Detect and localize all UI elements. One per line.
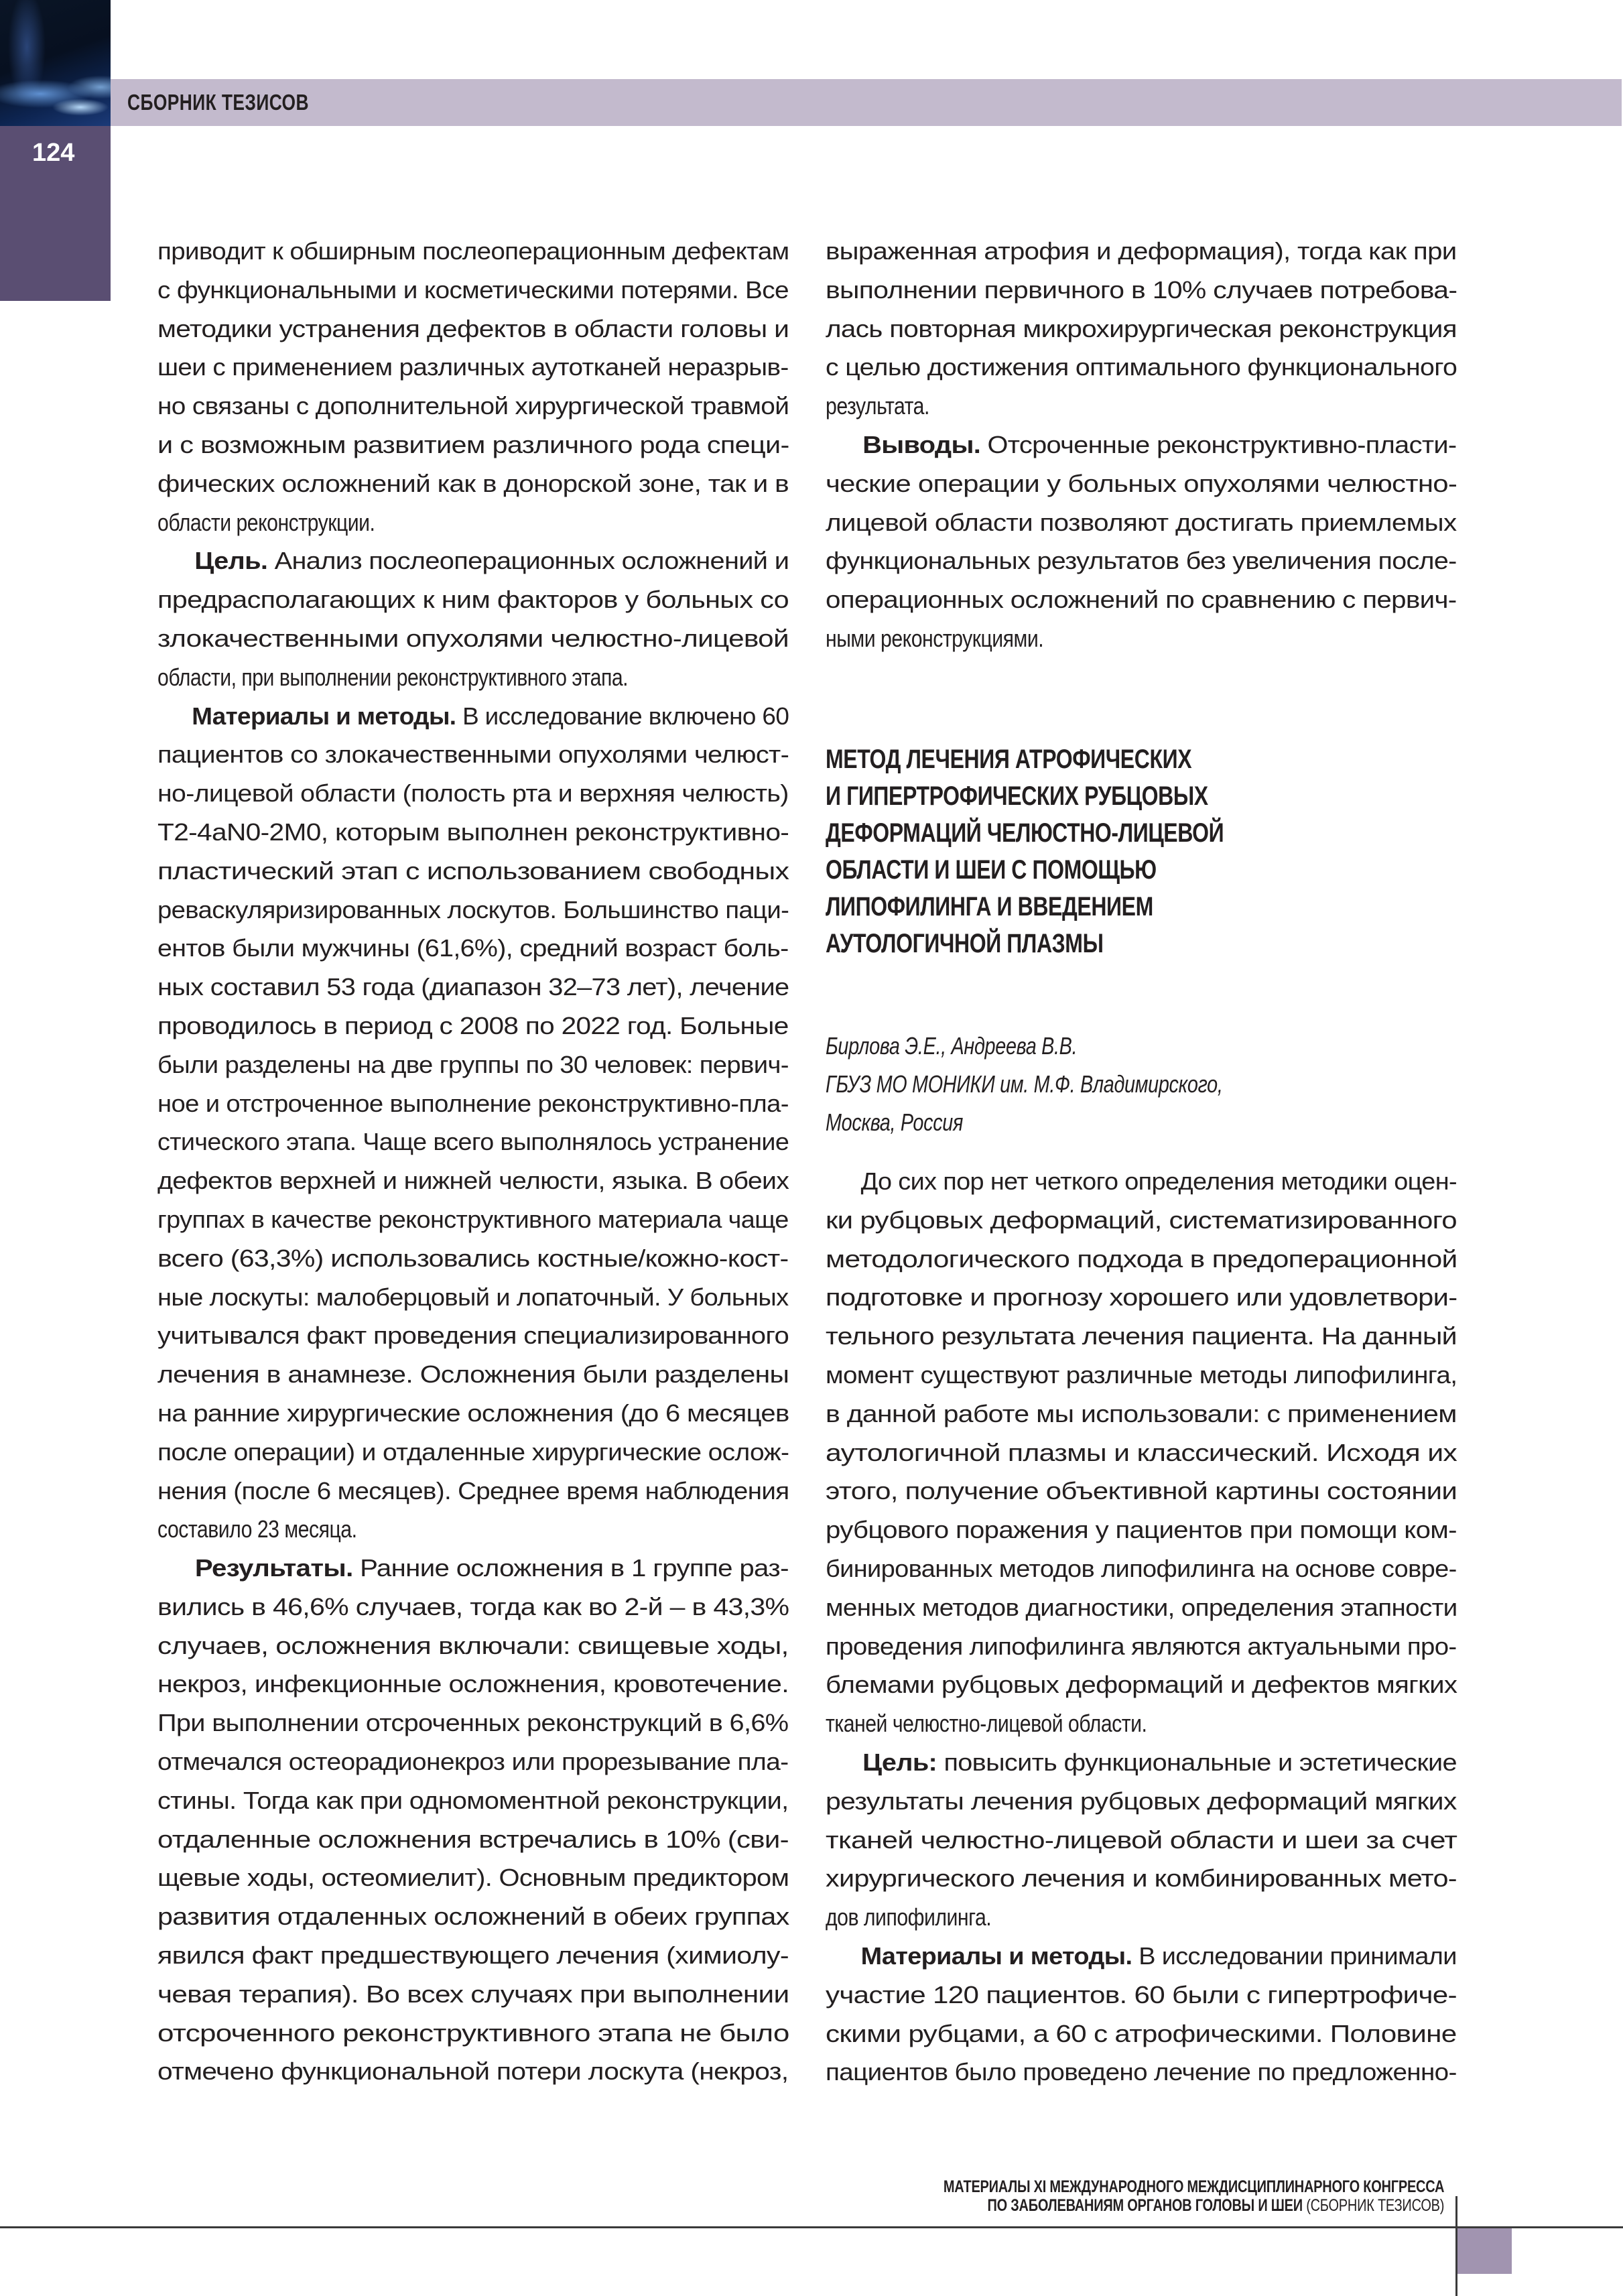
line-text: явился факт предшествующего лечения (химиолу- [157,1941,789,1970]
article-title-line: АУТОЛОГИЧНОЙ ПЛАЗМЫ [826,929,1104,958]
text-line [157,1665,789,1704]
text-line [157,1510,356,1549]
text-line [157,503,375,542]
line-text: методики устранения дефектов в области головы и [157,314,789,342]
line-text: скими рубцами, а 60 с атрофическими. Половине [826,2019,1457,2047]
footer-line-2-light: (СБОРНИК ТЕЗИСОВ) [1302,2196,1444,2215]
line-text: шеи с применением различных аутотканей неразрыв- [157,353,789,381]
text-line [157,1472,789,1511]
left-column [157,232,789,2091]
text-line [157,2014,789,2053]
line-text: с функциональными и косметическими потерями. Все [157,275,789,304]
line-text: блемами рубцовых деформаций и дефектов мягких [826,1671,1457,1699]
text-line [826,1782,1457,1821]
text-line [826,1859,1457,1898]
text-line [157,1200,789,1239]
line-text: ное и отстроченное выполнение реконструктивно-пла- [157,1089,789,1117]
paragraph-label: Материалы и методы. [192,702,456,730]
line-text: отдаленные осложнения встречались в 10% (сви- [157,1825,789,1853]
text-line [157,1355,789,1394]
article-body [826,1162,1457,2092]
text-line [826,1588,1457,1627]
location: Москва, Россия [826,1108,964,1136]
text-line [157,735,789,774]
text-line [826,1395,1457,1433]
line-text: были разделены на две группы по 30 человек: первич- [157,1050,789,1078]
line-text: ные лоскуты: малоберцовый и лопаточный. У больных [157,1283,789,1311]
line-text: с целью достижения оптимального функционального [826,353,1457,381]
text-line [157,1239,789,1278]
footer-line-2-bold: ПО ЗАБОЛЕВАНИЯМ ОРГАНОВ ГОЛОВЫ И ШЕИ [987,2196,1303,2215]
line-text: приводит к обширным послеоперационным дефектам [157,237,789,265]
text-line [826,580,1457,619]
article-title-line: ДЕФОРМАЦИЙ ЧЕЛЮСТНО-ЛИЦЕВОЙ [826,818,1224,848]
article-title-line: ЛИПОФИЛИНГА И ВВЕДЕНИЕМ [826,892,1153,921]
line-text: При выполнении отсроченных реконструкций в 6,6% [157,1709,789,1737]
line-text: случаев, осложнения включали: свищевые ходы, [157,1631,789,1659]
line-text: отмечался остеорадионекроз или прорезывание пла- [157,1748,789,1776]
text-line [826,387,929,426]
line-text: дефектов верхней и нижней челюсти, языка. В обеих [157,1167,789,1195]
article-authors-block [826,1027,1455,1141]
text-line [157,464,789,503]
text-line [157,387,789,426]
text-line [826,1201,1457,1240]
text-line [826,2053,1457,2092]
line-text: некроз, инфекционные осложнения, кровотечение. [157,1670,789,1698]
line-text: учитывался факт проведения специализированного [157,1322,789,1350]
line-text: проведения липофилинга являются актуальными про- [826,1632,1457,1660]
line-text: области реконструкции. [157,508,375,536]
text-line [826,310,1457,348]
line-text: результаты лечения рубцовых деформаций мягких [826,1787,1457,1815]
article-title-line: ОБЛАСТИ И ШЕИ С ПОМОЩЬЮ [826,855,1157,885]
text-line [826,1549,1457,1588]
text-line [157,1936,789,1975]
text-line [157,1897,789,1936]
line-text: рубцового поражения у пациентов при помощи ком- [826,1516,1457,1544]
text-line [826,426,1457,464]
text-line [826,503,1457,542]
text-line [157,541,789,580]
line-text: всего (63,3%) использовались костные/кожно-кост- [157,1244,789,1272]
text-line [826,1627,1457,1666]
text-line [157,426,789,464]
text-line [826,1317,1457,1356]
text-line [826,2015,1457,2053]
paragraph-label: Материалы и методы. [860,1941,1132,1970]
text-line [157,1588,789,1627]
line-text: составило 23 месяца. [157,1515,357,1543]
article-title-line: И ГИПЕРТРОФИЧЕСКИХ РУБЦОВЫХ [826,781,1208,811]
text-line [157,1278,789,1317]
text-line [157,929,789,968]
line-text: выполнении первичного в 10% случаев потребова- [826,275,1457,304]
line-text: стического этапа. Чаще всего выполнялось устранение [157,1128,789,1156]
line-text: на ранние хирургические осложнения (до 6 месяцев [157,1399,789,1427]
text-line [826,232,1457,271]
line-text: после операции) и отдаленные хирургические ослож- [157,1438,789,1466]
header-band [111,79,1622,126]
line-text: бинированных методов липофилинга на основе совре- [826,1554,1457,1582]
text-line [157,619,789,658]
text-line [157,1627,789,1665]
text-line [157,1704,789,1742]
line-text: пластический этап с использованием свободных [157,856,789,885]
footer-running-title [818,2177,1444,2215]
line-text: В исследование включено 60 [456,702,789,730]
text-line [157,1975,789,2014]
line-text: пациентов со злокачественными опухолями челюст- [157,741,789,769]
line-text: ческие операции у больных опухолями челюстно- [826,469,1457,497]
footer-divider [0,2226,1623,2228]
footer-line-2 [944,2196,1444,2215]
line-text: лицевой области позволяют достигать приемлемых [826,508,1457,536]
line-text: в данной работе мы использовали: с применением [826,1399,1457,1427]
article-title [826,741,1455,962]
line-text: тельного результата лечения пациента. На данный [826,1322,1457,1350]
text-line [157,310,789,348]
text-line [157,1161,789,1200]
text-line [826,1511,1457,1549]
line-text: злокачественными опухолями челюстно-лицевой [157,624,789,652]
text-line [826,619,1043,658]
text-line [157,1433,789,1472]
text-line [157,774,789,813]
text-line [826,1665,1457,1704]
text-line [157,2052,789,2091]
text-line [157,580,789,619]
paragraph-label: Результаты. [194,1554,353,1582]
text-line [157,1820,789,1859]
line-text: повысить функциональные и эстетические [937,1748,1457,1776]
text-line [826,1743,1457,1782]
text-line [157,813,789,852]
line-text: В исследовании принимали [1132,1941,1457,1970]
text-line [157,1394,789,1433]
text-line [157,1316,789,1355]
line-text: пациентов было проведено лечение по предложенно- [826,2058,1457,2086]
line-text: Отсроченные реконструктивно-пласти- [980,430,1457,458]
text-line [157,1742,789,1781]
text-line [157,891,789,930]
line-text: щевые ходы, остеомиелит). Основным предиктором [157,1864,789,1892]
text-line [826,1937,1457,1976]
line-text: T2-4aN0-2M0, которым выполнен реконструктивно- [157,818,789,846]
text-line [826,1356,1457,1395]
text-line [826,1821,1457,1860]
line-text: нения (после 6 месяцев). Среднее время наблюдения [157,1476,789,1505]
line-text: выраженная атрофия и деформация), тогда как при [826,237,1457,265]
text-line [157,968,789,1007]
line-text: ными реконструкциями. [826,624,1044,652]
text-line [157,1123,789,1161]
line-text: и с возможным развитием различного рода специ- [157,430,789,458]
text-line [826,348,1457,387]
line-text: этого, получение объективной картины состоянии [826,1477,1457,1505]
line-text: лечения в анамнезе. Осложнения были разделены [157,1360,789,1389]
line-text: развития отдаленных осложнений в обеих группах [157,1903,789,1931]
line-text: тканей челюстно-лицевой области. [826,1710,1147,1738]
line-text: До сих пор нет четкого определения методики оцен- [860,1167,1457,1195]
text-line [826,1898,991,1937]
line-text: области, при выполнении реконструктивного этапа. [157,663,629,691]
article-title-line: МЕТОД ЛЕЧЕНИЯ АТРОФИЧЕСКИХ [826,745,1192,774]
text-line [826,1278,1457,1317]
line-text: ентов были мужчины (61,6%), средний возраст боль- [157,934,789,962]
text-line [157,348,789,387]
paragraph-label: Цель: [862,1748,937,1776]
line-text: аутологичной плазмы и классический. Исходя их [826,1438,1457,1466]
line-text: ных составил 53 года (диапазон 32–73 лет), лечение [157,973,789,1001]
paragraph-label: Выводы. [862,430,981,458]
text-line [157,1781,789,1820]
line-text: лась повторная микрохирургическая реконструкция [826,314,1457,342]
affiliation: ГБУЗ МО МОНИКИ им. М.Ф. Владимирского, [826,1070,1223,1098]
page-number: 124 [32,139,75,167]
line-text: отмечено функциональной потери лоскута (некроз, [157,2057,789,2086]
line-text: результата. [826,392,929,420]
text-line [157,1045,789,1084]
line-text: ки рубцовых деформаций, систематизированного [826,1206,1457,1234]
line-text: менных методов диагностики, определения этапности [826,1593,1457,1621]
line-text: реваскуляризированных лоскутов. Большинство паци- [157,895,789,923]
text-line [157,1549,789,1588]
line-text: проводилось в период с 2008 по 2022 год. Больные [157,1011,789,1039]
text-line [826,1976,1457,2015]
text-line [826,1704,1147,1743]
text-line [826,1472,1457,1511]
line-text: предрасполагающих к ним факторов у больных со [157,586,789,614]
paragraph-label: Цель. [194,547,268,575]
line-text: тканей челюстно-лицевой области и шеи за счет [826,1826,1457,1854]
authors: Бирлова Э.Е., Андреева В.В. [826,1032,1078,1060]
footer-line-1: МАТЕРИАЛЫ XI МЕЖДУНАРОДНОГО МЕЖДИСЦИПЛИНАРНОГО КОНГРЕССА [943,2177,1444,2196]
text-line [826,541,1457,580]
text-line [157,658,628,697]
line-text: участие 120 пациентов. 60 были с гипертрофиче- [826,1980,1457,2008]
text-line [826,1162,1457,1201]
line-text: Ранние осложнения в 1 группе раз- [352,1554,789,1582]
line-text: момент существуют различные методы липофилинга, [826,1360,1457,1389]
line-text: фических осложнений как в донорской зоне, так и в [157,469,789,497]
line-text: но-лицевой области (полость рта и верхняя челюсть) [157,779,789,808]
line-text: дов липофилинга. [826,1903,992,1931]
text-line [157,1084,789,1123]
text-line [826,464,1457,503]
right-column-continuation [826,232,1457,658]
text-line [157,271,789,310]
line-text: методологического подхода в предоперационной [826,1245,1457,1273]
line-text: функциональных результатов без увеличения после- [826,547,1457,575]
text-line [157,1007,789,1045]
line-text: отсроченного реконструктивного этапа не было [157,2019,789,2047]
text-line [157,852,789,891]
text-line [826,1433,1457,1472]
text-line [826,271,1457,310]
line-text: вились в 46,6% случаев, тогда как во 2-й – в 43,3% [157,1592,789,1620]
line-text: операционных осложнений по сравнению с первич- [826,586,1457,614]
line-text: стины. Тогда как при одномоментной реконструкции, [157,1786,789,1814]
line-text: подготовке и прогнозу хорошего или удовлетвори- [826,1283,1457,1312]
text-line [157,232,789,271]
line-text: группах в качестве реконструктивного материала чаще [157,1205,789,1233]
line-text: хирургического лечения и комбинированных мето- [826,1864,1457,1893]
text-line [157,1858,789,1897]
line-text: чевая терапия). Во всех случаях при выполнении [157,1980,789,2008]
section-title: СБОРНИК ТЕЗИСОВ [127,90,309,115]
line-text: Анализ послеоперационных осложнений и [267,547,789,575]
header-decorative-image [0,0,111,126]
text-line [826,1240,1457,1279]
line-text: но связаны с дополнительной хирургической травмой [157,392,789,420]
footer-color-square [1457,2228,1512,2274]
text-line [157,697,789,736]
